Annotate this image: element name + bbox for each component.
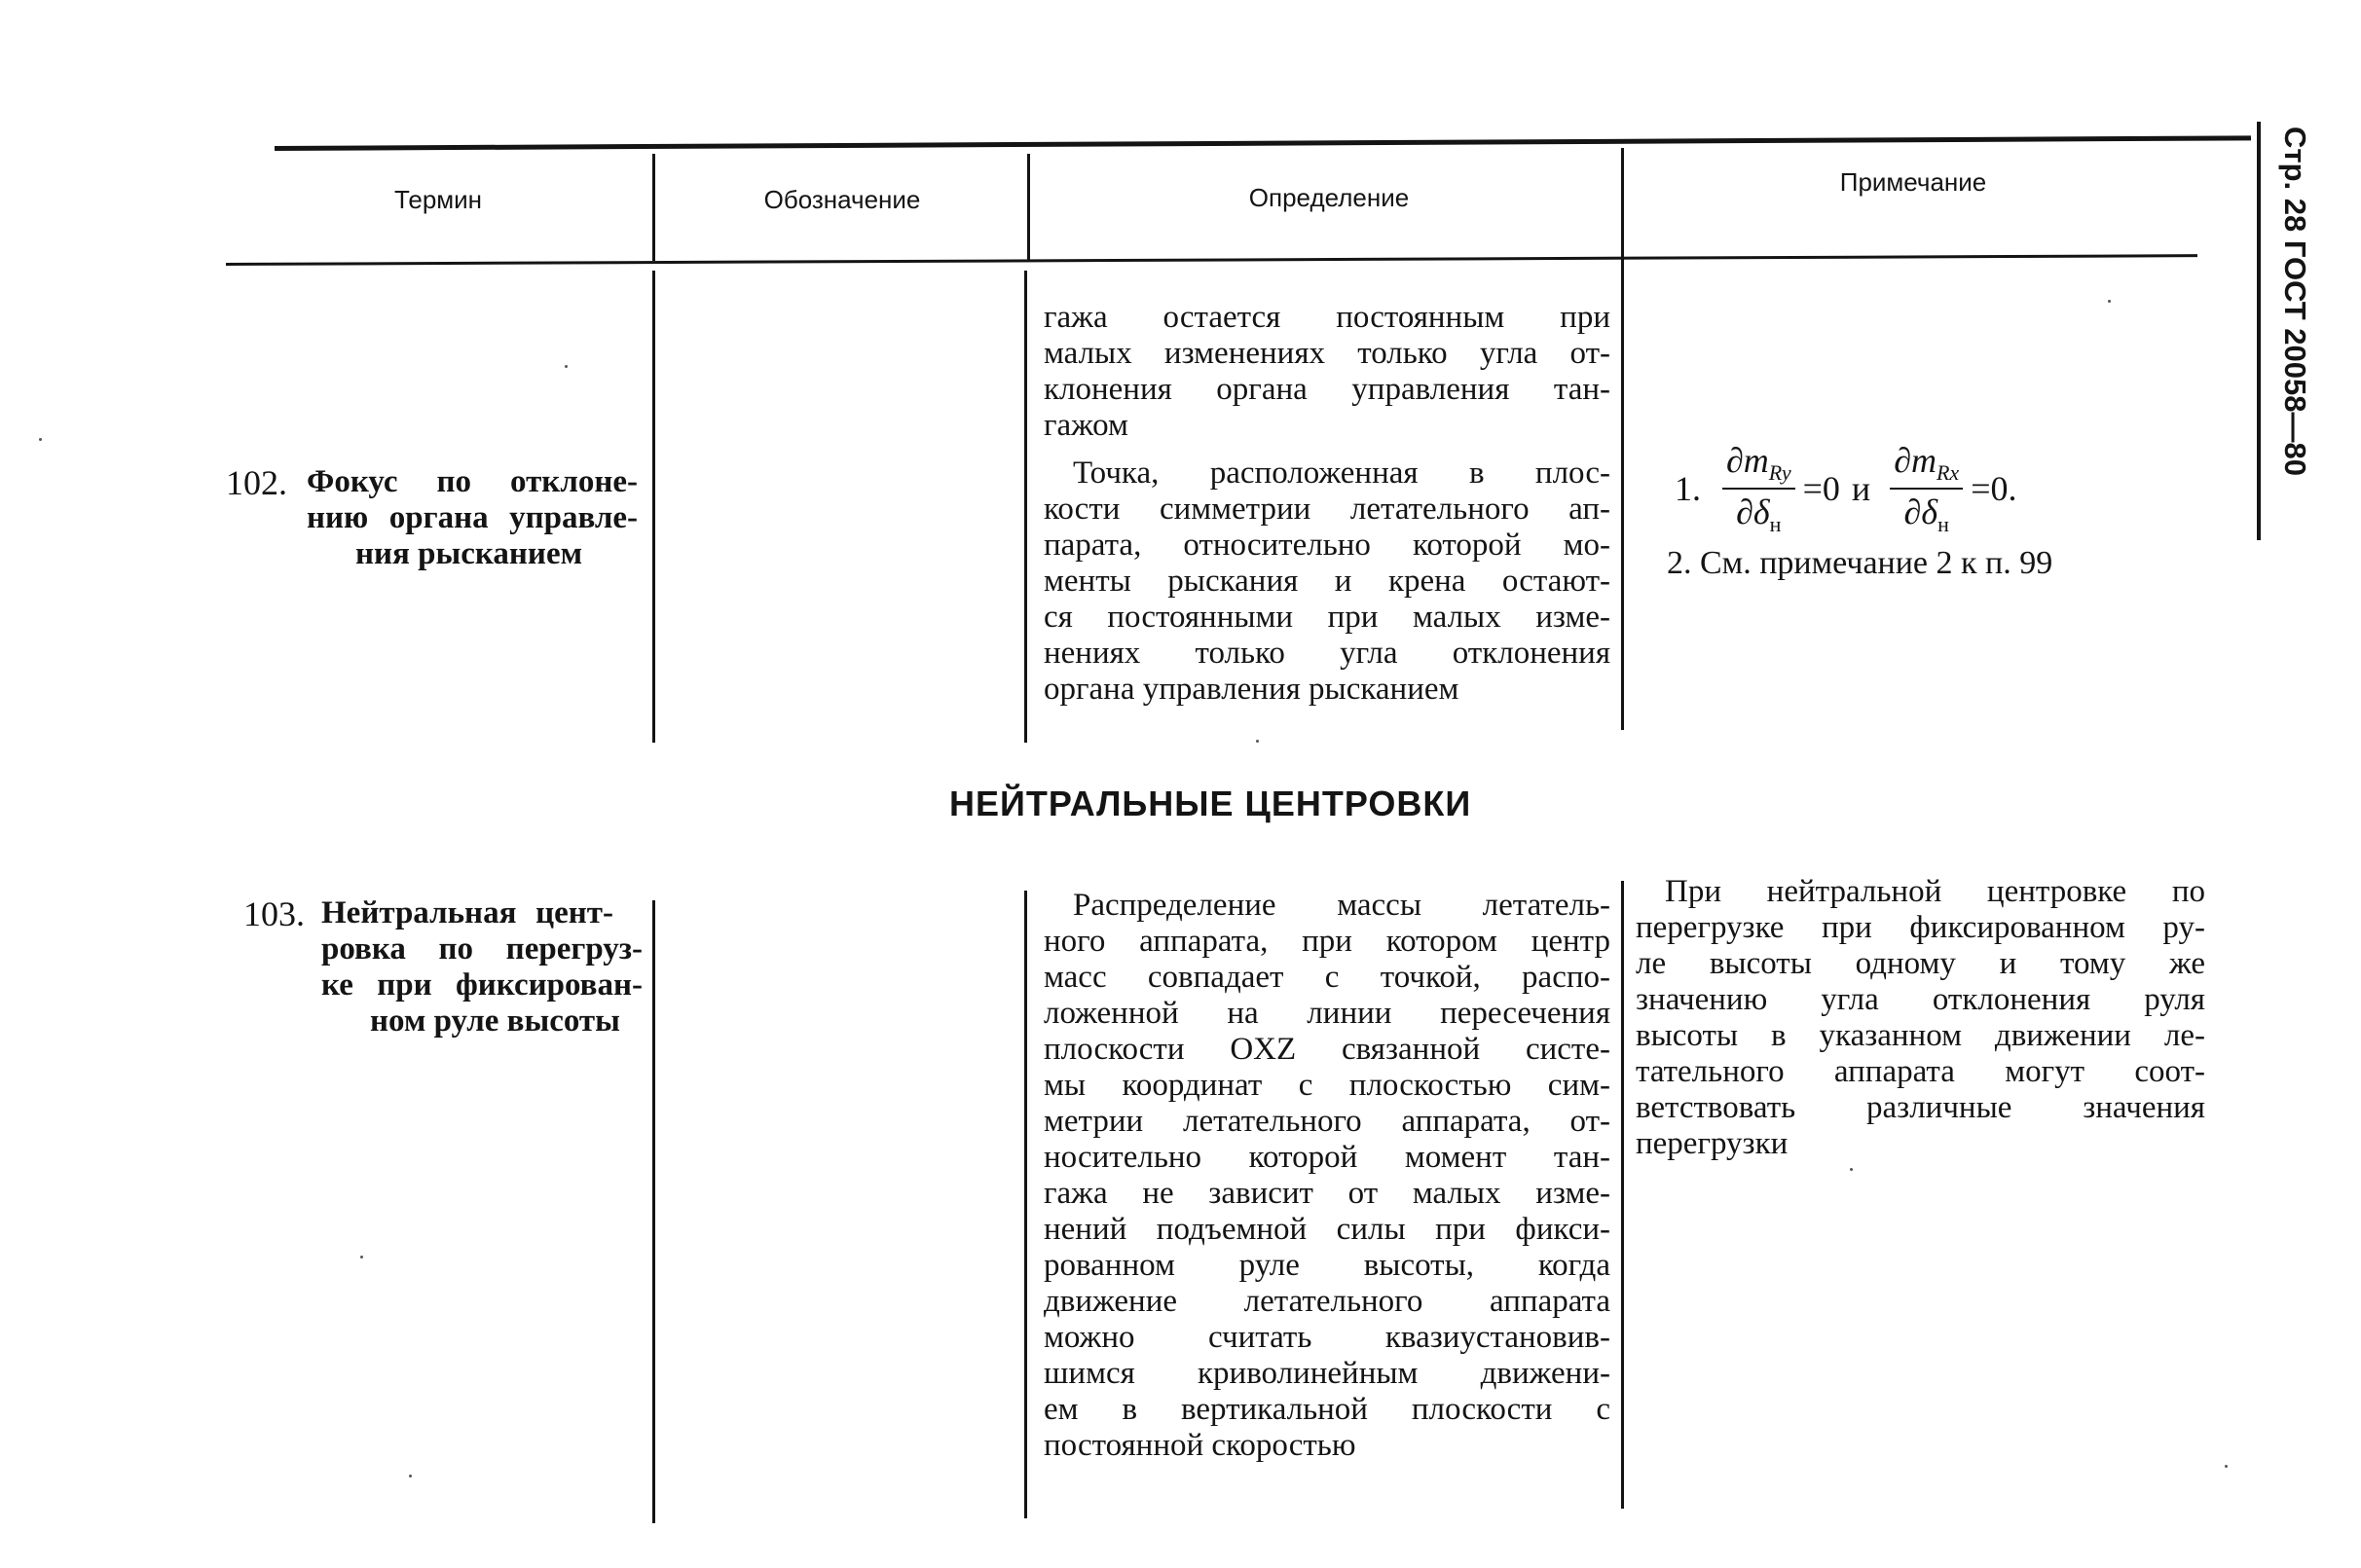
fraction-1 — [1722, 440, 1795, 537]
scan-speck — [2225, 1465, 2228, 1468]
text-line: нениях только угла отклонения — [1044, 636, 1610, 671]
header-sep-1 — [652, 154, 655, 261]
denominator-2-sub: н — [1937, 512, 1949, 537]
text-line: можно считать квазиустановив- — [1044, 1320, 1610, 1355]
text-line: носительно которой момент тан- — [1044, 1140, 1610, 1175]
text-line: перегрузки — [1636, 1126, 1789, 1161]
numerator-2: ∂m — [1894, 441, 1937, 480]
scan-speck — [1256, 740, 1259, 743]
scan-speck — [360, 1256, 363, 1258]
entry-102-number: 102. — [226, 463, 287, 502]
scan-speck — [39, 438, 42, 441]
term-line: ке при фиксирован- — [321, 967, 643, 1003]
text-line: ложенной на линии пересечения — [1044, 996, 1610, 1031]
denominator-1-sub: н — [1769, 512, 1782, 537]
text-line: ле высоты одному и тому же — [1636, 946, 2205, 981]
entry-103-term — [321, 895, 643, 1039]
text-line: шимся криволинейным движени- — [1044, 1356, 1610, 1391]
entry-103-definition — [1044, 888, 1610, 1464]
text-line: перегрузке при фиксированном ру- — [1636, 910, 2205, 945]
side-rule — [2257, 122, 2261, 540]
text-line: ем в вертикальной плоскости с — [1044, 1392, 1610, 1427]
equals-1: =0 — [1802, 469, 1840, 509]
text-line: нений подъемной силы при фикси- — [1044, 1212, 1610, 1247]
entry-103-number: 103. — [243, 894, 305, 933]
col-line-1-lower — [652, 900, 655, 1523]
text-line: значению угла отклонения руля — [1636, 982, 2205, 1017]
col-line-1-upper — [652, 271, 655, 743]
equals-2: =0. — [1971, 469, 2017, 509]
text-line: тательного аппарата могут соот- — [1636, 1054, 2205, 1089]
scan-speck — [2108, 300, 2111, 303]
header-note: Примечание — [1839, 167, 1987, 197]
text-line: клонения органа управления тан- — [1044, 372, 1610, 407]
term-line: Нейтральная цент- — [321, 895, 613, 930]
text-line: парата, относительно которой мо- — [1044, 528, 1610, 563]
text-line: масс совпадает с точкой, распо- — [1044, 960, 1610, 995]
text-line: При нейтральной центровке по — [1665, 874, 2205, 909]
col-line-2-lower — [1024, 891, 1027, 1518]
text-line: плоскости OXZ связанной систе- — [1044, 1032, 1610, 1067]
entry-102-note-formula — [1675, 440, 2017, 537]
scan-speck — [1850, 1168, 1853, 1171]
text-line: рованном руле высоты, когда — [1044, 1248, 1610, 1283]
entry-103-note — [1636, 874, 2205, 1162]
numerator-1: ∂m — [1726, 441, 1769, 480]
numerator-2-sub: Rx — [1936, 460, 1960, 486]
text-line: Распределение массы летатель- — [1073, 888, 1610, 923]
text-line: кости симметрии летательного ап- — [1044, 492, 1610, 527]
entry-102-definition — [1044, 456, 1610, 708]
formula-prefix: 1. — [1675, 469, 1701, 509]
header-symbol: Обозначение — [763, 185, 921, 214]
text-line: гажом — [1044, 408, 1128, 443]
denominator-1: ∂δ — [1736, 492, 1770, 532]
section-title: НЕЙТРАЛЬНЫЕ ЦЕНТРОВКИ — [949, 784, 1472, 823]
term-line: ровка по перегруз- — [321, 931, 643, 966]
col-line-3-lower — [1621, 881, 1624, 1509]
entry-102-note-2: 2. См. примечание 2 к п. 99 — [1667, 545, 2053, 581]
term-line: ном руле высоты — [370, 1003, 620, 1039]
term-line: ния рысканием — [355, 536, 583, 571]
text-line: органа управления рысканием — [1044, 672, 1459, 707]
text-line: постоянной скоростью — [1044, 1428, 1356, 1463]
text-line: высоты в указанном движении ле- — [1636, 1018, 2205, 1053]
term-line: нию органа управле- — [307, 500, 638, 535]
numerator-1-sub: Ry — [1768, 460, 1791, 486]
conjunction: и — [1851, 469, 1871, 509]
text-line: движение летательного аппарата — [1044, 1284, 1610, 1319]
header-sep-2 — [1027, 154, 1030, 261]
text-line: мы координат с плоскостью сим- — [1044, 1068, 1610, 1103]
header-sep-3 — [1621, 148, 1624, 257]
continued-definition — [1044, 300, 1610, 444]
denominator-2: ∂δ — [1903, 492, 1938, 532]
text-line: ветствовать различные значения — [1636, 1090, 2205, 1125]
text-line: ся постоянными при малых изме- — [1044, 600, 1610, 635]
text-line: гажа не зависит от малых изме- — [1044, 1176, 1610, 1211]
header-definition: Определение — [1248, 183, 1410, 212]
fraction-2 — [1890, 440, 1963, 537]
text-line: менты рыскания и крена остают- — [1044, 564, 1610, 599]
table-top-rule — [275, 135, 2251, 151]
text-line: ного аппарата, при котором центр — [1044, 924, 1610, 959]
term-line: Фокус по отклоне- — [307, 464, 638, 499]
col-line-3-upper — [1621, 258, 1624, 730]
header-bottom-rule — [226, 254, 2197, 266]
scan-speck — [565, 365, 568, 368]
entry-102-term — [307, 464, 638, 572]
text-line: гажа остается постоянным при — [1044, 300, 1610, 335]
text-line: метрии летательного аппарата, от- — [1044, 1104, 1610, 1139]
col-line-2-upper — [1024, 271, 1027, 743]
scan-speck — [409, 1475, 412, 1477]
text-line: малых изменениях только угла от- — [1044, 336, 1610, 371]
text-line: Точка, расположенная в плос- — [1073, 456, 1610, 491]
running-header: Стр. 28 ГОСТ 20058—80 — [2278, 127, 2312, 476]
header-term: Термин — [393, 185, 483, 214]
